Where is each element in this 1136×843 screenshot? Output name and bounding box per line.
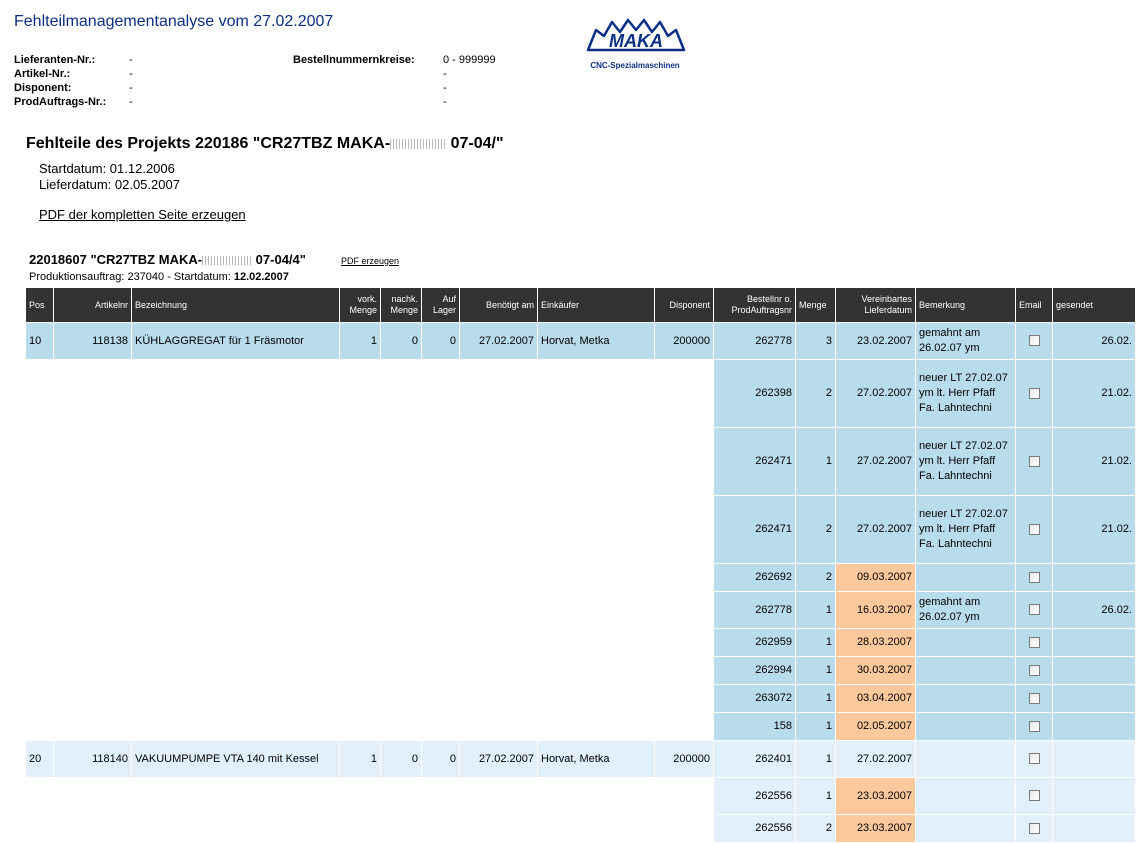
cell-lieferdatum: 23.03.2007 xyxy=(836,778,916,815)
cell-bezeichnung xyxy=(132,713,340,741)
filter-value: - xyxy=(129,68,133,80)
project-title: Fehlteile des Projekts 220186 "CR27TBZ MAKA- 07-04/" xyxy=(26,135,504,152)
table-row xyxy=(26,741,1136,778)
cell-vork-menge xyxy=(340,360,381,428)
cell-einkaeufer xyxy=(538,713,655,741)
cell-disponent: 200000 xyxy=(655,323,714,360)
cell-benoetigt-am xyxy=(460,685,538,713)
missing-parts-table xyxy=(25,287,1136,843)
cell-lieferdatum: 27.02.2007 xyxy=(836,428,916,496)
cell-pos xyxy=(26,496,54,564)
cell-vork-menge xyxy=(340,496,381,564)
cell-menge: 2 xyxy=(796,815,836,843)
filter-label: ProdAuftrags-Nr.: xyxy=(14,96,107,108)
table-row xyxy=(26,592,1136,629)
cell-lieferdatum: 27.02.2007 xyxy=(836,496,916,564)
table-row xyxy=(26,713,1136,741)
cell-vork-menge xyxy=(340,428,381,496)
cell-bemerkung: neuer LT 27.02.07 ym lt. Herr Pfaff Fa. Lahntechni xyxy=(916,360,1016,428)
cell-bestellnr: 262959 xyxy=(714,629,796,657)
cell-bestellnr: 262556 xyxy=(714,815,796,843)
cell-pos: 20 xyxy=(26,741,54,778)
cell-einkaeufer xyxy=(538,815,655,843)
cell-auf-lager xyxy=(422,629,460,657)
cell-nachk-menge: 0 xyxy=(381,323,422,360)
cell-artikelnr xyxy=(54,629,132,657)
cell-lieferdatum: 27.02.2007 xyxy=(836,360,916,428)
cell-einkaeufer xyxy=(538,778,655,815)
cell-pos xyxy=(26,360,54,428)
redacted-text xyxy=(390,139,446,149)
cell-benoetigt-am xyxy=(460,778,538,815)
cell-disponent: 200000 xyxy=(655,741,714,778)
cell-auf-lager xyxy=(422,592,460,629)
cell-disponent xyxy=(655,592,714,629)
cell-disponent xyxy=(655,629,714,657)
cell-email xyxy=(1016,657,1053,685)
table-row xyxy=(26,657,1136,685)
email-checkbox[interactable] xyxy=(1029,604,1040,615)
cell-gesendet xyxy=(1053,778,1136,815)
order-subtitle: Produktionsauftrag: 237040 - Startdatum: 12.02.2007 xyxy=(29,271,289,283)
pdf-full-page-link[interactable]: PDF der kompletten Seite erzeugen xyxy=(39,207,246,222)
cell-vork-menge xyxy=(340,815,381,843)
cell-bestellnr: 262692 xyxy=(714,564,796,592)
cell-lieferdatum: 09.03.2007 xyxy=(836,564,916,592)
col-header-vork-menge[interactable]: vork. Menge xyxy=(340,288,381,323)
cell-nachk-menge xyxy=(381,428,422,496)
cell-artikelnr xyxy=(54,685,132,713)
col-header-pos[interactable]: Pos xyxy=(26,288,54,323)
cell-nachk-menge: 0 xyxy=(381,741,422,778)
project-dates xyxy=(39,161,180,193)
cell-bestellnr: 262401 xyxy=(714,741,796,778)
cell-auf-lager xyxy=(422,657,460,685)
cell-pos xyxy=(26,564,54,592)
cell-lieferdatum: 23.03.2007 xyxy=(836,815,916,843)
filter-label xyxy=(293,67,443,81)
cell-auf-lager xyxy=(422,685,460,713)
cell-email xyxy=(1016,564,1053,592)
cell-benoetigt-am xyxy=(460,428,538,496)
cell-email xyxy=(1016,778,1053,815)
cell-email xyxy=(1016,592,1053,629)
cell-vork-menge xyxy=(340,564,381,592)
cell-auf-lager xyxy=(422,564,460,592)
table-row xyxy=(26,496,1136,564)
col-header-lieferdatum[interactable]: Vereinbartes Lieferdatum xyxy=(836,288,916,323)
cell-vork-menge xyxy=(340,685,381,713)
filter-value: 0 - 999999 xyxy=(443,54,496,66)
cell-benoetigt-am: 27.02.2007 xyxy=(460,741,538,778)
cell-bestellnr: 262471 xyxy=(714,496,796,564)
cell-vork-menge xyxy=(340,657,381,685)
cell-email xyxy=(1016,741,1053,778)
project-delivery-date: Lieferdatum: 02.05.2007 xyxy=(39,177,180,192)
cell-email xyxy=(1016,685,1053,713)
filter-label: Artikel-Nr.: xyxy=(14,68,71,80)
cell-pos xyxy=(26,685,54,713)
cell-lieferdatum: 23.02.2007 xyxy=(836,323,916,360)
cell-menge: 2 xyxy=(796,496,836,564)
cell-einkaeufer: Horvat, Metka xyxy=(538,323,655,360)
cell-artikelnr xyxy=(54,657,132,685)
cell-benoetigt-am xyxy=(460,496,538,564)
cell-menge: 1 xyxy=(796,778,836,815)
cell-artikelnr xyxy=(54,496,132,564)
cell-benoetigt-am xyxy=(460,713,538,741)
cell-vork-menge xyxy=(340,592,381,629)
cell-bemerkung: gemahnt am 26.02.07 ym xyxy=(916,323,1016,360)
cell-menge: 1 xyxy=(796,592,836,629)
cell-auf-lager xyxy=(422,778,460,815)
cell-artikelnr xyxy=(54,428,132,496)
cell-pos xyxy=(26,713,54,741)
email-checkbox[interactable] xyxy=(1029,753,1040,764)
cell-einkaeufer xyxy=(538,428,655,496)
cell-pos: 10 xyxy=(26,323,54,360)
email-checkbox[interactable] xyxy=(1029,388,1040,399)
email-checkbox[interactable] xyxy=(1029,693,1040,704)
cell-pos xyxy=(26,778,54,815)
email-checkbox[interactable] xyxy=(1029,456,1040,467)
cell-pos xyxy=(26,629,54,657)
filter-value: - xyxy=(443,68,447,80)
project-start-date: Startdatum: 01.12.2006 xyxy=(39,161,175,176)
cell-einkaeufer xyxy=(538,657,655,685)
cell-bezeichnung: KÜHLAGGREGAT für 1 Fräsmotor xyxy=(132,323,340,360)
cell-benoetigt-am xyxy=(460,564,538,592)
page-title: Fehlteilmanagementanalyse vom 27.02.2007 xyxy=(14,13,334,30)
cell-bestellnr: 262994 xyxy=(714,657,796,685)
cell-bezeichnung xyxy=(132,629,340,657)
cell-auf-lager: 0 xyxy=(422,741,460,778)
cell-pos xyxy=(26,815,54,843)
cell-bemerkung xyxy=(916,657,1016,685)
filter-label: Bestellnummernkreise: xyxy=(293,54,415,66)
col-header-disponent[interactable]: Disponent xyxy=(655,288,714,323)
order-title: 22018607 "CR27TBZ MAKA- 07-04/4" xyxy=(29,252,306,267)
cell-email xyxy=(1016,360,1053,428)
cell-einkaeufer xyxy=(538,360,655,428)
col-header-bestellnr[interactable]: Bestellnr o. ProdAuftragsnr xyxy=(714,288,796,323)
cell-benoetigt-am xyxy=(460,360,538,428)
cell-artikelnr xyxy=(54,564,132,592)
cell-auf-lager xyxy=(422,496,460,564)
cell-bestellnr: 262778 xyxy=(714,323,796,360)
cell-lieferdatum: 27.02.2007 xyxy=(836,741,916,778)
cell-menge: 1 xyxy=(796,713,836,741)
cell-menge: 2 xyxy=(796,360,836,428)
cell-gesendet xyxy=(1053,815,1136,843)
col-header-menge[interactable]: Menge xyxy=(796,288,836,323)
cell-disponent xyxy=(655,815,714,843)
filter-value: - xyxy=(129,96,133,108)
col-header-gesendet[interactable]: gesendet xyxy=(1053,288,1136,323)
cell-bezeichnung xyxy=(132,657,340,685)
cell-menge: 3 xyxy=(796,323,836,360)
table-row xyxy=(26,428,1136,496)
filter-label: Lieferanten-Nr.: xyxy=(14,54,96,66)
cell-nachk-menge xyxy=(381,592,422,629)
cell-menge: 1 xyxy=(796,685,836,713)
filter-list-left xyxy=(14,53,133,109)
col-header-bezeichnung[interactable]: Bezeichnung xyxy=(132,288,340,323)
cell-pos xyxy=(26,657,54,685)
cell-einkaeufer xyxy=(538,685,655,713)
cell-bemerkung xyxy=(916,564,1016,592)
cell-email xyxy=(1016,629,1053,657)
cell-vork-menge: 1 xyxy=(340,323,381,360)
table-row xyxy=(26,815,1136,843)
cell-email xyxy=(1016,713,1053,741)
cell-nachk-menge xyxy=(381,564,422,592)
cell-nachk-menge xyxy=(381,685,422,713)
cell-bemerkung xyxy=(916,713,1016,741)
cell-bemerkung: gemahnt am 26.02.07 ym xyxy=(916,592,1016,629)
maka-logo-emblem xyxy=(584,16,686,60)
cell-benoetigt-am xyxy=(460,592,538,629)
cell-gesendet: 26.02. xyxy=(1053,592,1136,629)
cell-benoetigt-am: 27.02.2007 xyxy=(460,323,538,360)
cell-vork-menge xyxy=(340,713,381,741)
table-row xyxy=(26,685,1136,713)
cell-lieferdatum: 02.05.2007 xyxy=(836,713,916,741)
col-header-email[interactable]: Email xyxy=(1016,288,1053,323)
cell-menge: 2 xyxy=(796,564,836,592)
cell-gesendet: 21.02. xyxy=(1053,360,1136,428)
filter-value: - xyxy=(443,96,447,108)
cell-disponent xyxy=(655,713,714,741)
table-header-row xyxy=(26,288,1136,323)
cell-bezeichnung xyxy=(132,360,340,428)
cell-bemerkung xyxy=(916,629,1016,657)
col-header-auf-lager[interactable]: Auf Lager xyxy=(422,288,460,323)
cell-bestellnr: 262556 xyxy=(714,778,796,815)
cell-bemerkung xyxy=(916,685,1016,713)
cell-bemerkung xyxy=(916,778,1016,815)
cell-disponent xyxy=(655,778,714,815)
cell-menge: 1 xyxy=(796,428,836,496)
cell-bestellnr: 158 xyxy=(714,713,796,741)
filter-value: - xyxy=(129,82,133,94)
cell-bemerkung: neuer LT 27.02.07 ym lt. Herr Pfaff Fa. Lahntechni xyxy=(916,496,1016,564)
col-header-nachk-menge[interactable]: nachk. Menge xyxy=(381,288,422,323)
svg-text:MAKA: MAKA xyxy=(609,31,663,51)
cell-disponent xyxy=(655,496,714,564)
cell-disponent xyxy=(655,564,714,592)
cell-gesendet xyxy=(1053,685,1136,713)
cell-gesendet xyxy=(1053,629,1136,657)
filter-label: Disponent: xyxy=(14,82,72,94)
maka-logo xyxy=(584,16,686,72)
cell-bezeichnung xyxy=(132,428,340,496)
cell-nachk-menge xyxy=(381,496,422,564)
cell-email xyxy=(1016,323,1053,360)
email-checkbox[interactable] xyxy=(1029,524,1040,535)
cell-bezeichnung xyxy=(132,592,340,629)
cell-artikelnr: 118138 xyxy=(54,323,132,360)
cell-bezeichnung: VAKUUMPUMPE VTA 140 mit Kessel xyxy=(132,741,340,778)
cell-vork-menge xyxy=(340,629,381,657)
cell-pos xyxy=(26,592,54,629)
cell-bezeichnung xyxy=(132,815,340,843)
cell-gesendet: 26.02. xyxy=(1053,323,1136,360)
cell-bezeichnung xyxy=(132,685,340,713)
cell-auf-lager xyxy=(422,360,460,428)
cell-gesendet xyxy=(1053,713,1136,741)
cell-pos xyxy=(26,428,54,496)
filter-list-right xyxy=(293,53,496,109)
cell-benoetigt-am xyxy=(460,815,538,843)
email-checkbox[interactable] xyxy=(1029,572,1040,583)
table-row xyxy=(26,778,1136,815)
cell-disponent xyxy=(655,685,714,713)
table-row xyxy=(26,323,1136,360)
cell-benoetigt-am xyxy=(460,657,538,685)
cell-einkaeufer xyxy=(538,592,655,629)
email-checkbox[interactable] xyxy=(1029,790,1040,801)
cell-gesendet xyxy=(1053,564,1136,592)
cell-disponent xyxy=(655,428,714,496)
cell-lieferdatum: 16.03.2007 xyxy=(836,592,916,629)
cell-menge: 1 xyxy=(796,657,836,685)
cell-artikelnr xyxy=(54,778,132,815)
pdf-order-link[interactable]: PDF erzeugen xyxy=(341,256,400,266)
col-header-einkaeufer[interactable]: Einkäufer xyxy=(538,288,655,323)
cell-lieferdatum: 30.03.2007 xyxy=(836,657,916,685)
cell-einkaeufer xyxy=(538,564,655,592)
cell-gesendet xyxy=(1053,741,1136,778)
cell-einkaeufer xyxy=(538,496,655,564)
filter-value: - xyxy=(443,82,447,94)
cell-auf-lager xyxy=(422,815,460,843)
cell-bezeichnung xyxy=(132,496,340,564)
cell-einkaeufer xyxy=(538,629,655,657)
cell-nachk-menge xyxy=(381,713,422,741)
table-row xyxy=(26,360,1136,428)
cell-nachk-menge xyxy=(381,778,422,815)
cell-bestellnr: 262471 xyxy=(714,428,796,496)
cell-bezeichnung xyxy=(132,778,340,815)
cell-bestellnr: 262398 xyxy=(714,360,796,428)
filter-label xyxy=(293,81,443,95)
cell-disponent xyxy=(655,657,714,685)
cell-bemerkung xyxy=(916,815,1016,843)
cell-gesendet: 21.02. xyxy=(1053,428,1136,496)
email-checkbox[interactable] xyxy=(1029,823,1040,834)
cell-auf-lager xyxy=(422,428,460,496)
cell-bezeichnung xyxy=(132,564,340,592)
cell-email xyxy=(1016,815,1053,843)
cell-bestellnr: 262778 xyxy=(714,592,796,629)
cell-auf-lager xyxy=(422,713,460,741)
cell-lieferdatum: 03.04.2007 xyxy=(836,685,916,713)
cell-artikelnr xyxy=(54,592,132,629)
cell-nachk-menge xyxy=(381,629,422,657)
cell-menge: 1 xyxy=(796,629,836,657)
cell-artikelnr: 118140 xyxy=(54,741,132,778)
cell-nachk-menge xyxy=(381,657,422,685)
cell-disponent xyxy=(655,360,714,428)
col-header-bemerkung[interactable]: Bemerkung xyxy=(916,288,1016,323)
cell-nachk-menge xyxy=(381,360,422,428)
cell-vork-menge: 1 xyxy=(340,741,381,778)
cell-email xyxy=(1016,428,1053,496)
filter-label xyxy=(293,95,443,109)
cell-bemerkung: neuer LT 27.02.07 ym lt. Herr Pfaff Fa. Lahntechni xyxy=(916,428,1016,496)
cell-auf-lager: 0 xyxy=(422,323,460,360)
cell-artikelnr xyxy=(54,815,132,843)
email-checkbox[interactable] xyxy=(1029,721,1040,732)
cell-menge: 1 xyxy=(796,741,836,778)
col-header-artikelnr[interactable]: Artikelnr xyxy=(54,288,132,323)
redacted-text xyxy=(202,256,252,265)
email-checkbox[interactable] xyxy=(1029,335,1040,346)
email-checkbox[interactable] xyxy=(1029,637,1040,648)
cell-bestellnr: 263072 xyxy=(714,685,796,713)
cell-lieferdatum: 28.03.2007 xyxy=(836,629,916,657)
cell-nachk-menge xyxy=(381,815,422,843)
table-row xyxy=(26,629,1136,657)
filter-value: - xyxy=(129,54,133,66)
cell-gesendet: 21.02. xyxy=(1053,496,1136,564)
cell-benoetigt-am xyxy=(460,629,538,657)
logo-subtitle: CNC-Spezialmaschinen xyxy=(590,61,680,70)
cell-artikelnr xyxy=(54,713,132,741)
cell-einkaeufer: Horvat, Metka xyxy=(538,741,655,778)
cell-bemerkung xyxy=(916,741,1016,778)
cell-email xyxy=(1016,496,1053,564)
cell-vork-menge xyxy=(340,778,381,815)
col-header-benoetigt-am[interactable]: Benötigt am xyxy=(460,288,538,323)
table-row xyxy=(26,564,1136,592)
email-checkbox[interactable] xyxy=(1029,665,1040,676)
cell-artikelnr xyxy=(54,360,132,428)
cell-gesendet xyxy=(1053,657,1136,685)
